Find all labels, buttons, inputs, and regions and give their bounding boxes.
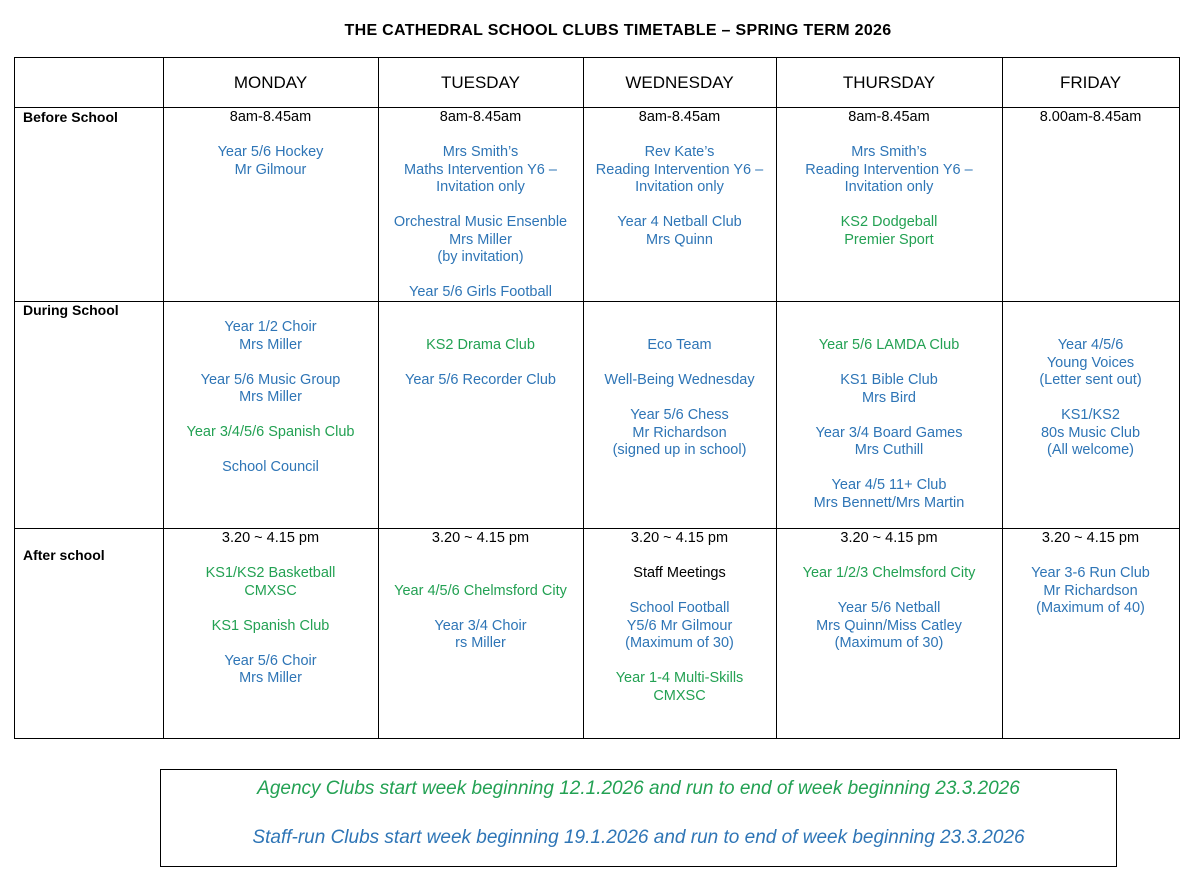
club-leader: CMXSC	[653, 687, 706, 704]
cell-before-thursday	[776, 109, 1002, 249]
club-name: KS1 Bible Club	[840, 372, 938, 388]
club-note: (Maximum of 30)	[834, 635, 944, 651]
club-name: Reading Intervention Y6 –	[805, 161, 973, 178]
club-leader: Rev Kate’s	[644, 144, 715, 160]
club-name: Year 3/4 Board Games	[815, 424, 963, 441]
club-name: Year 3-6 Run Club	[1031, 565, 1150, 581]
club-leader: Mrs Miller	[449, 231, 512, 248]
divider	[15, 107, 1179, 108]
club-leader: Mrs Quinn/Miss Catley	[816, 617, 962, 634]
club-leader: Mrs Miller	[239, 670, 302, 686]
time-slot: 8am-8.45am	[229, 109, 312, 125]
club-name: Year 5/6 Chess	[630, 407, 729, 423]
club-name: KS1 Spanish Club	[211, 617, 330, 634]
club-name: Young Voices	[1046, 354, 1135, 371]
club-name: Staff Meetings	[633, 565, 726, 581]
cell-during-thursday	[776, 337, 1002, 512]
cell-before-wednesday	[583, 109, 776, 249]
club-name: Year 5/6 Music Group	[200, 371, 341, 388]
club-name: Year 3/4 Choir	[434, 617, 527, 634]
header-tuesday: TUESDAY	[440, 73, 521, 92]
club-name: School Council	[222, 459, 319, 475]
club-leader: Mrs Miller	[239, 336, 302, 353]
cell-during-wednesday	[583, 337, 776, 460]
time-slot: 3.20 ~ 4.15 pm	[630, 530, 729, 546]
header-thursday: THURSDAY	[842, 73, 936, 92]
club-name: Year 1-4 Multi-Skills	[615, 670, 744, 686]
club-leader: Mr Gilmour	[234, 161, 307, 178]
club-leader: Mrs Smith’s	[851, 144, 927, 160]
header-wednesday: WEDNESDAY	[625, 73, 734, 92]
header-monday: MONDAY	[233, 73, 308, 92]
club-note: (All welcome)	[1046, 442, 1134, 458]
club-name: Orchestral Music Ensenble	[393, 214, 568, 230]
row-label-during-school: During School	[23, 302, 119, 318]
club-name: KS1/KS2 Basketball	[205, 565, 336, 581]
time-slot: 3.20 ~ 4.15 pm	[431, 530, 530, 546]
club-leader: Mrs Cuthill	[854, 442, 924, 458]
cell-after-friday	[1002, 530, 1179, 618]
cell-after-tuesday	[378, 530, 583, 653]
cell-before-friday	[1002, 109, 1179, 127]
club-name: KS2 Dodgeball	[840, 214, 938, 230]
club-leader: Mr Richardson	[1043, 582, 1138, 599]
time-slot: 8am-8.45am	[848, 109, 930, 125]
club-leader: Mrs Quinn	[646, 231, 713, 248]
club-leader: Mrs Bird	[862, 389, 916, 406]
cell-during-monday	[163, 319, 378, 477]
club-name: Year 5/6 Choir	[224, 652, 317, 669]
row-label-before-school: Before School	[23, 109, 118, 125]
divider	[15, 528, 1179, 529]
row-label-after-school: After school	[23, 547, 105, 563]
page-title: THE CATHEDRAL SCHOOL CLUBS TIMETABLE – SPRING TERM 2026	[344, 22, 892, 39]
club-leader: CMXSC	[244, 582, 297, 599]
staff-clubs-note: Staff-run Clubs start week beginning 19.1.2026 and run to end of week beginning 23.3.2026	[252, 827, 1025, 848]
time-slot: 3.20 ~ 4.15 pm	[840, 530, 938, 546]
club-note: (signed up in school)	[612, 442, 747, 458]
club-name: Year 1/2 Choir	[224, 319, 317, 335]
club-note: (by invitation)	[437, 249, 524, 265]
club-note: (Maximum of 30)	[625, 635, 734, 651]
club-leader: Mr Richardson	[632, 424, 727, 441]
club-name: Year 3/4/5/6 Spanish Club	[186, 424, 355, 440]
divider	[15, 301, 1179, 302]
club-name: KS1/KS2	[1061, 407, 1120, 423]
club-note: Invitation only	[635, 179, 724, 195]
header-friday: FRIDAY	[1059, 73, 1122, 92]
time-slot: 8am-8.45am	[439, 109, 522, 125]
cell-during-tuesday	[378, 337, 583, 390]
time-slot: 3.20 ~ 4.15 pm	[1041, 530, 1140, 546]
time-slot: 8am-8.45am	[638, 109, 721, 125]
club-name: Year 4/5 11+ Club	[831, 477, 947, 493]
club-name: Maths Intervention Y6 –	[404, 161, 557, 178]
club-name: KS2 Drama Club	[426, 337, 535, 353]
club-name: Well-Being Wednesday	[604, 372, 755, 388]
club-note: Invitation only	[844, 179, 934, 195]
club-name: Year 4/5/6 Chelmsford City	[394, 582, 567, 599]
club-note: (Maximum of 40)	[1036, 600, 1145, 616]
club-leader: Mrs Smith’s	[442, 144, 519, 160]
club-name: Year 1/2/3 Chelmsford City	[802, 565, 976, 581]
timetable-grid	[14, 57, 1180, 739]
club-leader: Mrs Bennett/Mrs Martin	[813, 494, 965, 511]
club-name: Reading Intervention Y6 –	[595, 161, 764, 178]
cell-before-monday	[163, 109, 378, 179]
time-slot: 8.00am-8.45am	[1039, 109, 1142, 125]
club-name: School Football	[629, 600, 730, 616]
club-name: Year 5/6 Netball	[837, 600, 941, 616]
cell-before-tuesday	[378, 109, 583, 302]
club-note: (Letter sent out)	[1039, 372, 1142, 388]
cell-after-wednesday	[583, 530, 776, 705]
dates-notice-box	[160, 769, 1117, 867]
club-name: Year 4 Netball Club	[617, 214, 742, 230]
club-leader: Mrs Miller	[239, 389, 302, 405]
club-name: Year 4/5/6	[1057, 337, 1124, 353]
club-name: Eco Team	[647, 337, 712, 353]
cell-during-friday	[1002, 337, 1179, 460]
club-leader: Premier Sport	[844, 231, 934, 248]
agency-clubs-note: Agency Clubs start week beginning 12.1.2026 and run to end of week beginning 23.3.2026	[257, 778, 1020, 799]
club-leader: rs Miller	[455, 635, 506, 651]
club-name: Year 5/6 LAMDA Club	[818, 337, 960, 353]
club-leader: Y5/6 Mr Gilmour	[626, 617, 733, 634]
club-note: Invitation only	[436, 179, 525, 195]
time-slot: 3.20 ~ 4.15 pm	[221, 530, 320, 546]
club-name: Year 5/6 Girls Football	[409, 284, 552, 300]
cell-after-monday	[163, 530, 378, 688]
club-name: 80s Music Club	[1040, 424, 1141, 441]
club-name: Year 5/6 Hockey	[217, 144, 324, 160]
cell-after-thursday	[776, 530, 1002, 653]
club-name: Year 5/6 Recorder Club	[405, 372, 556, 388]
